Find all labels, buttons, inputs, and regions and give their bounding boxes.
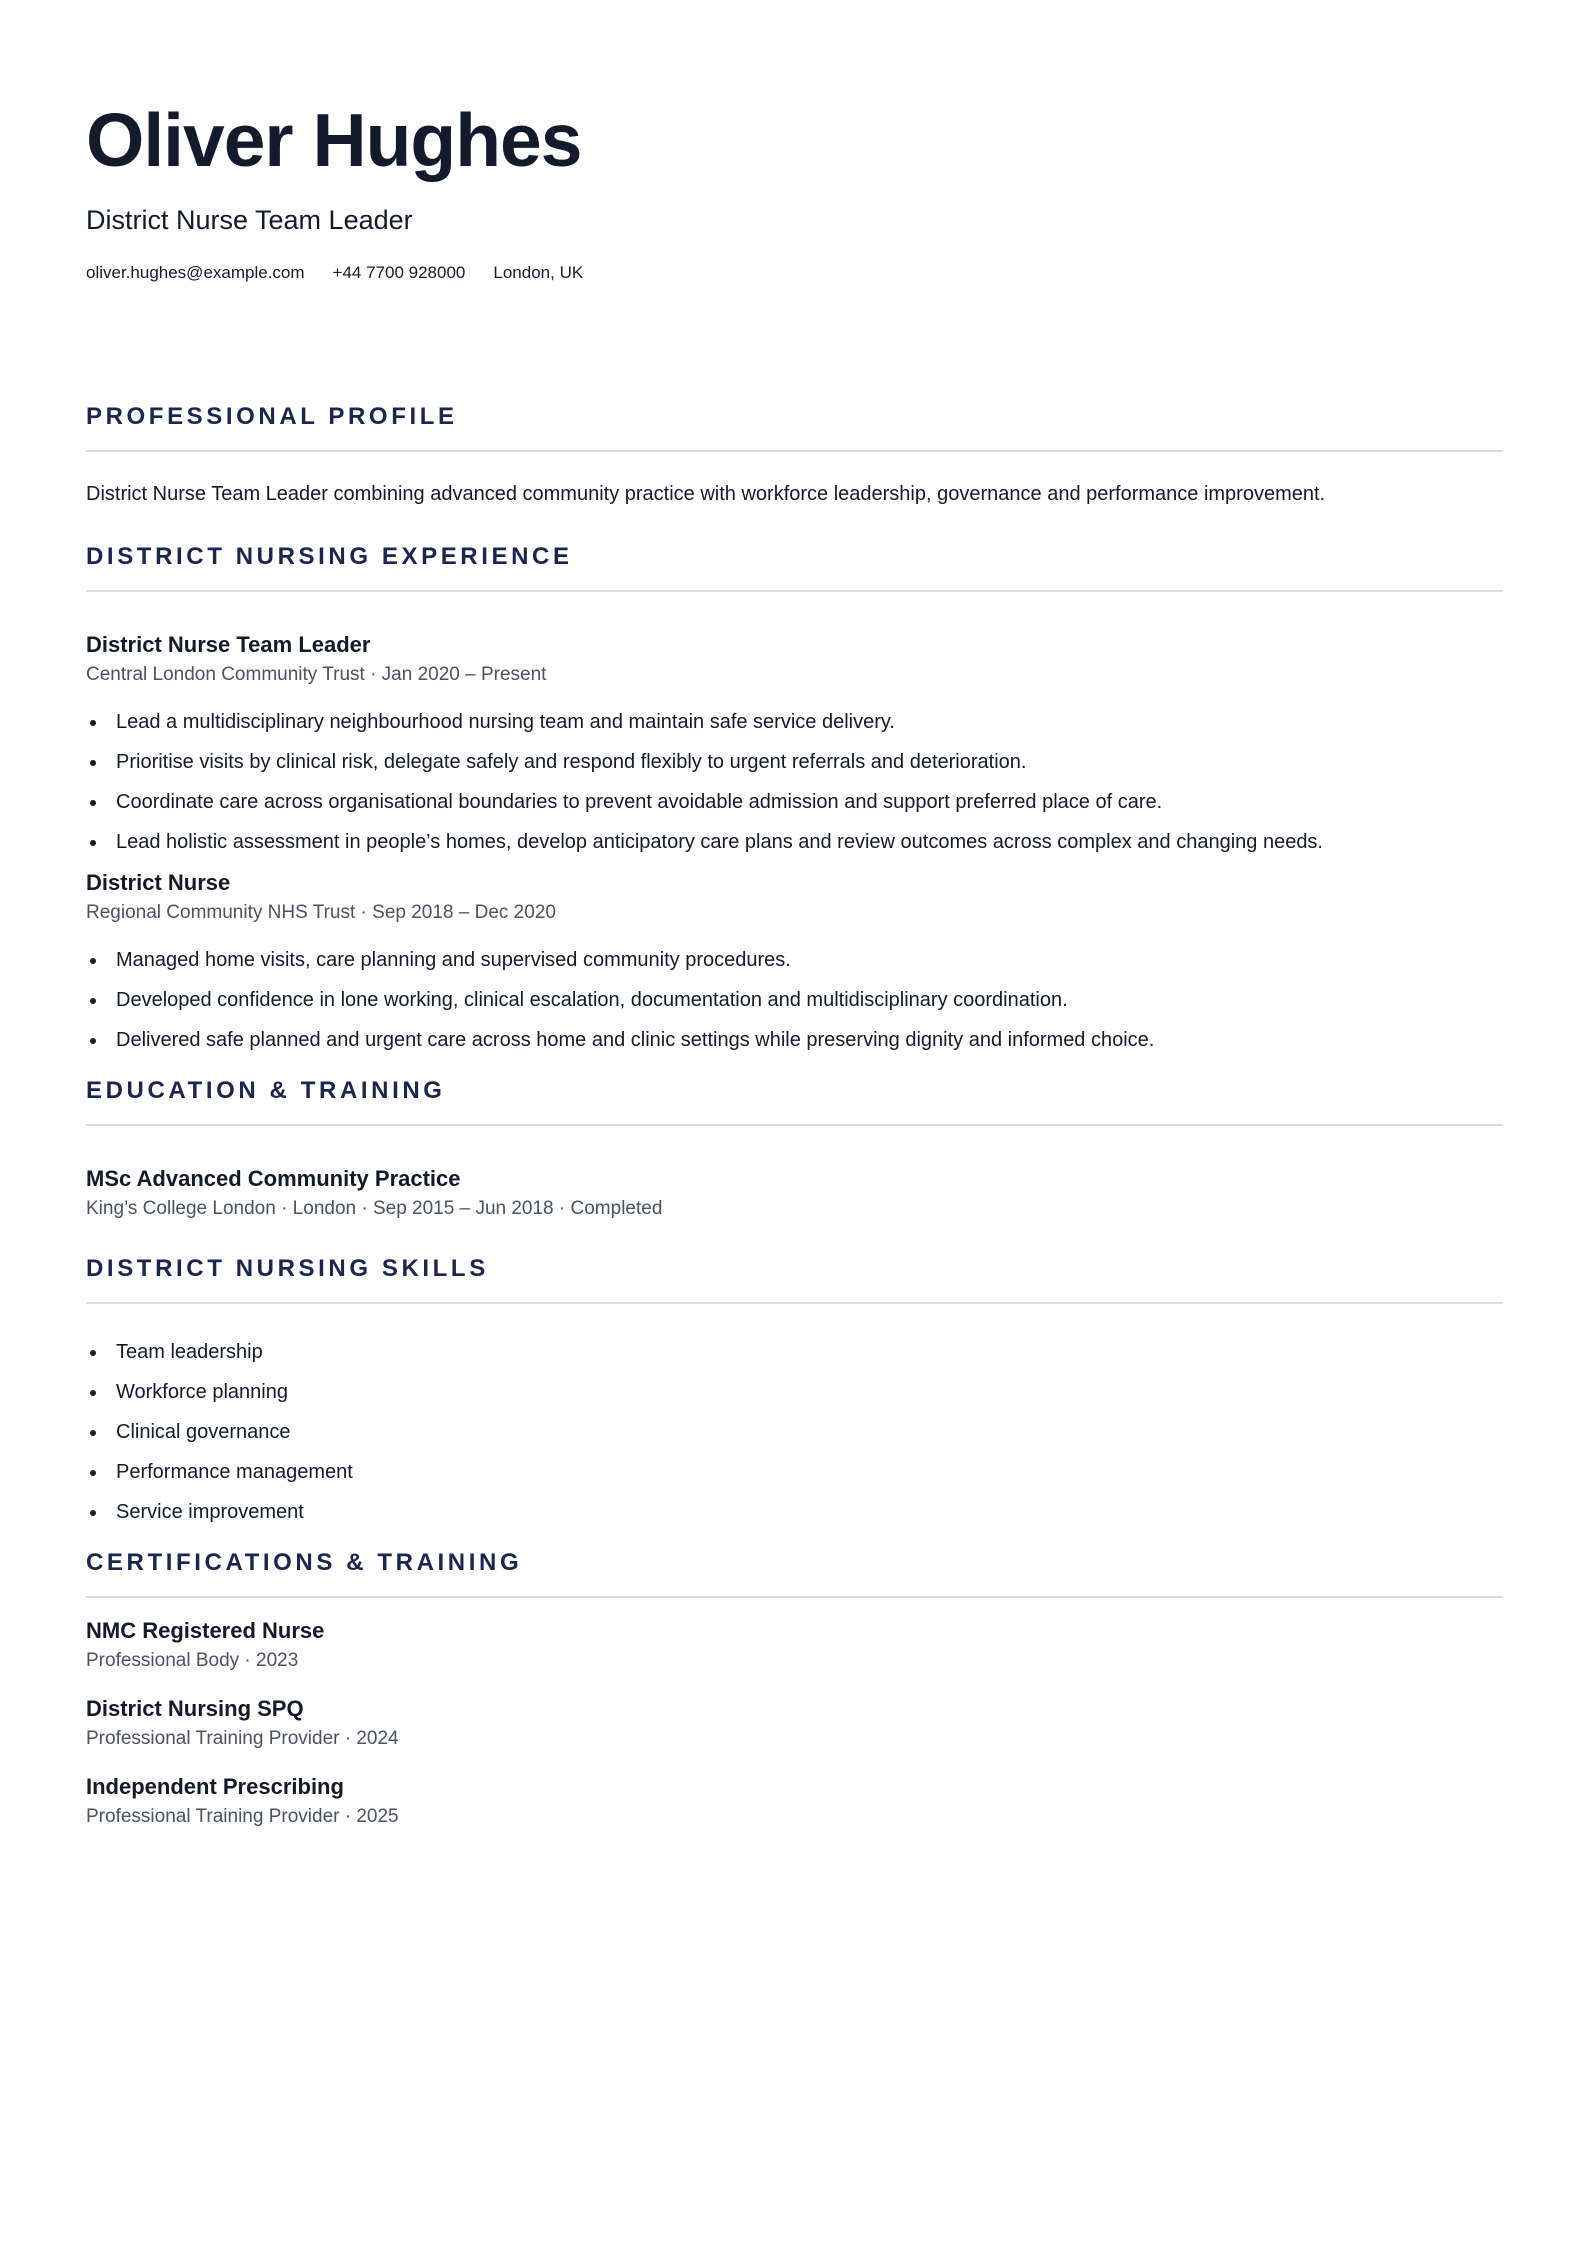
degree-title: MSc Advanced Community Practice: [86, 1166, 461, 1191]
skill-item: Performance management: [86, 1458, 1503, 1486]
candidate-name: Oliver Hughes: [86, 98, 582, 182]
section-divider: [86, 1302, 1503, 1304]
skill-item: Workforce planning: [86, 1378, 1503, 1406]
skills-list: [86, 1338, 1503, 1526]
resume-header: [86, 95, 1503, 284]
degree-meta: King’s College London · London · Sep 2015 – Jun 2018 · Completed: [86, 1198, 663, 1219]
certification-meta: Professional Body · 2023: [86, 1650, 299, 1671]
section-divider: [86, 1124, 1503, 1126]
section-education: [86, 1076, 1503, 1222]
certification-meta: Professional Training Provider · 2024: [86, 1728, 399, 1749]
job-title: District Nurse: [86, 870, 231, 895]
certification-entry: [86, 1694, 1503, 1752]
job-meta: Central London Community Trust · Jan 2020 – Present: [86, 664, 547, 685]
section-heading-certifications: CERTIFICATIONS & TRAINING: [86, 1549, 523, 1576]
section-skills: [86, 1254, 1503, 1526]
section-divider: [86, 450, 1503, 452]
job-meta: Regional Community NHS Trust · Sep 2018 – Dec 2020: [86, 902, 556, 923]
job-bullet: Lead a multidisciplinary neighbourhood nursing team and maintain safe service delivery.: [86, 708, 1503, 736]
job-entry: [86, 868, 1503, 1054]
section-heading-experience: DISTRICT NURSING EXPERIENCE: [86, 543, 573, 570]
contact-location: London, UK: [493, 263, 584, 282]
contact-phone: +44 7700 928000: [332, 263, 466, 282]
certification-title: Independent Prescribing: [86, 1774, 344, 1799]
section-experience: [86, 542, 1503, 1054]
job-bullets: [86, 708, 1503, 856]
section-certifications: [86, 1548, 1503, 1830]
job-bullet: Prioritise visits by clinical risk, delegate safely and respond flexibly to urgent referrals and deterioration.: [86, 748, 1503, 776]
section-profile: [86, 402, 1503, 508]
job-bullet: Developed confidence in lone working, clinical escalation, documentation and multidisciplinary coordination.: [86, 986, 1503, 1014]
section-heading-education: EDUCATION & TRAINING: [86, 1077, 446, 1104]
skill-item: Clinical governance: [86, 1418, 1503, 1446]
job-bullets: [86, 946, 1503, 1054]
job-bullet: Delivered safe planned and urgent care across home and clinic settings while preserving dignity and informed choice.: [86, 1026, 1503, 1054]
job-title: District Nurse Team Leader: [86, 632, 371, 657]
section-divider: [86, 1596, 1503, 1598]
education-entry: [86, 1164, 1503, 1222]
contact-email: oliver.hughes@example.com: [86, 263, 305, 282]
job-bullet: Lead holistic assessment in people’s homes, develop anticipatory care plans and review outcomes across complex and changing needs.: [86, 828, 1503, 856]
profile-summary: District Nurse Team Leader combining advanced community practice with workforce leadership, governance and performance improvement.: [86, 483, 1326, 505]
section-heading-profile: PROFESSIONAL PROFILE: [86, 403, 458, 430]
skill-item: Team leadership: [86, 1338, 1503, 1366]
job-entry: [86, 630, 1503, 856]
certification-entry: [86, 1772, 1503, 1830]
candidate-title: District Nurse Team Leader: [86, 205, 413, 235]
certification-entry: [86, 1616, 1503, 1674]
contact-line: [86, 262, 1503, 284]
certification-title: NMC Registered Nurse: [86, 1618, 325, 1643]
section-heading-skills: DISTRICT NURSING SKILLS: [86, 1255, 489, 1282]
certification-title: District Nursing SPQ: [86, 1696, 304, 1721]
certification-meta: Professional Training Provider · 2025: [86, 1806, 399, 1827]
skill-item: Service improvement: [86, 1498, 1503, 1526]
job-bullet: Coordinate care across organisational boundaries to prevent avoidable admission and support preferred place of care.: [86, 788, 1503, 816]
job-bullet: Managed home visits, care planning and supervised community procedures.: [86, 946, 1503, 974]
section-divider: [86, 590, 1503, 592]
